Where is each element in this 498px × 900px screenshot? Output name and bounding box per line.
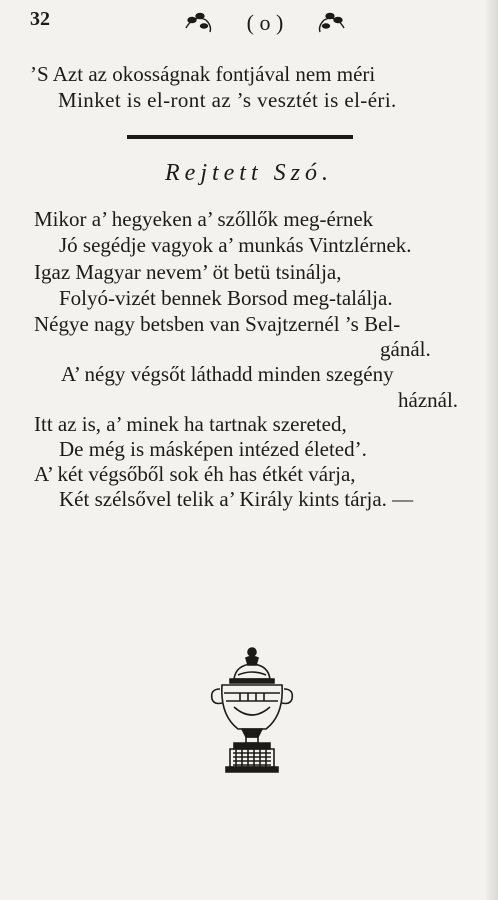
section-divider — [127, 135, 353, 139]
urn-vignette-icon — [196, 645, 308, 775]
poem-line: Folyó-vizét bennek Borsod meg-találja. — [59, 286, 393, 310]
poem-line: Két szélsővel telik a’ Király kints tárja. — — [59, 487, 414, 511]
poem-title: Rejtett Szó. — [165, 160, 333, 186]
poem-line: De még is másképen intézed életed’. — [59, 437, 367, 461]
poem-line: Négye nagy betsben van Svajtzernél ’s Bel- — [34, 312, 401, 336]
couplet-line-1: ’S Azt az okosságnak fontjával nem méri — [30, 62, 376, 86]
poem-line: Itt az is, a’ minek ha tartnak szereted, — [34, 412, 347, 436]
page-edge-shadow — [484, 0, 498, 900]
page-header — [30, 6, 468, 40]
poem-line: gánál. — [380, 337, 431, 361]
page-number: 32 — [30, 8, 50, 30]
header-mark: ( o ) — [246, 10, 284, 35]
poem-line: háznál. — [398, 388, 459, 412]
poem-line: Jó segédje vagyok a’ munkás Vintzlérnek. — [59, 233, 412, 257]
poem-line: Mikor a’ hegyeken a’ szőllők meg-érnek — [34, 207, 374, 231]
couplet-line-2: Minket is el-ront az ’s vesztét is el-éri. — [58, 88, 397, 112]
poem-line: A’ négy végsőt láthadd minden szegény — [61, 362, 394, 386]
poem-line: Igaz Magyar nevem’ öt betü tsinálja, — [34, 260, 342, 284]
header-ornament-icon — [180, 6, 350, 40]
poem-line: A’ két végsőből sok éh has étkét várja, — [34, 462, 356, 486]
